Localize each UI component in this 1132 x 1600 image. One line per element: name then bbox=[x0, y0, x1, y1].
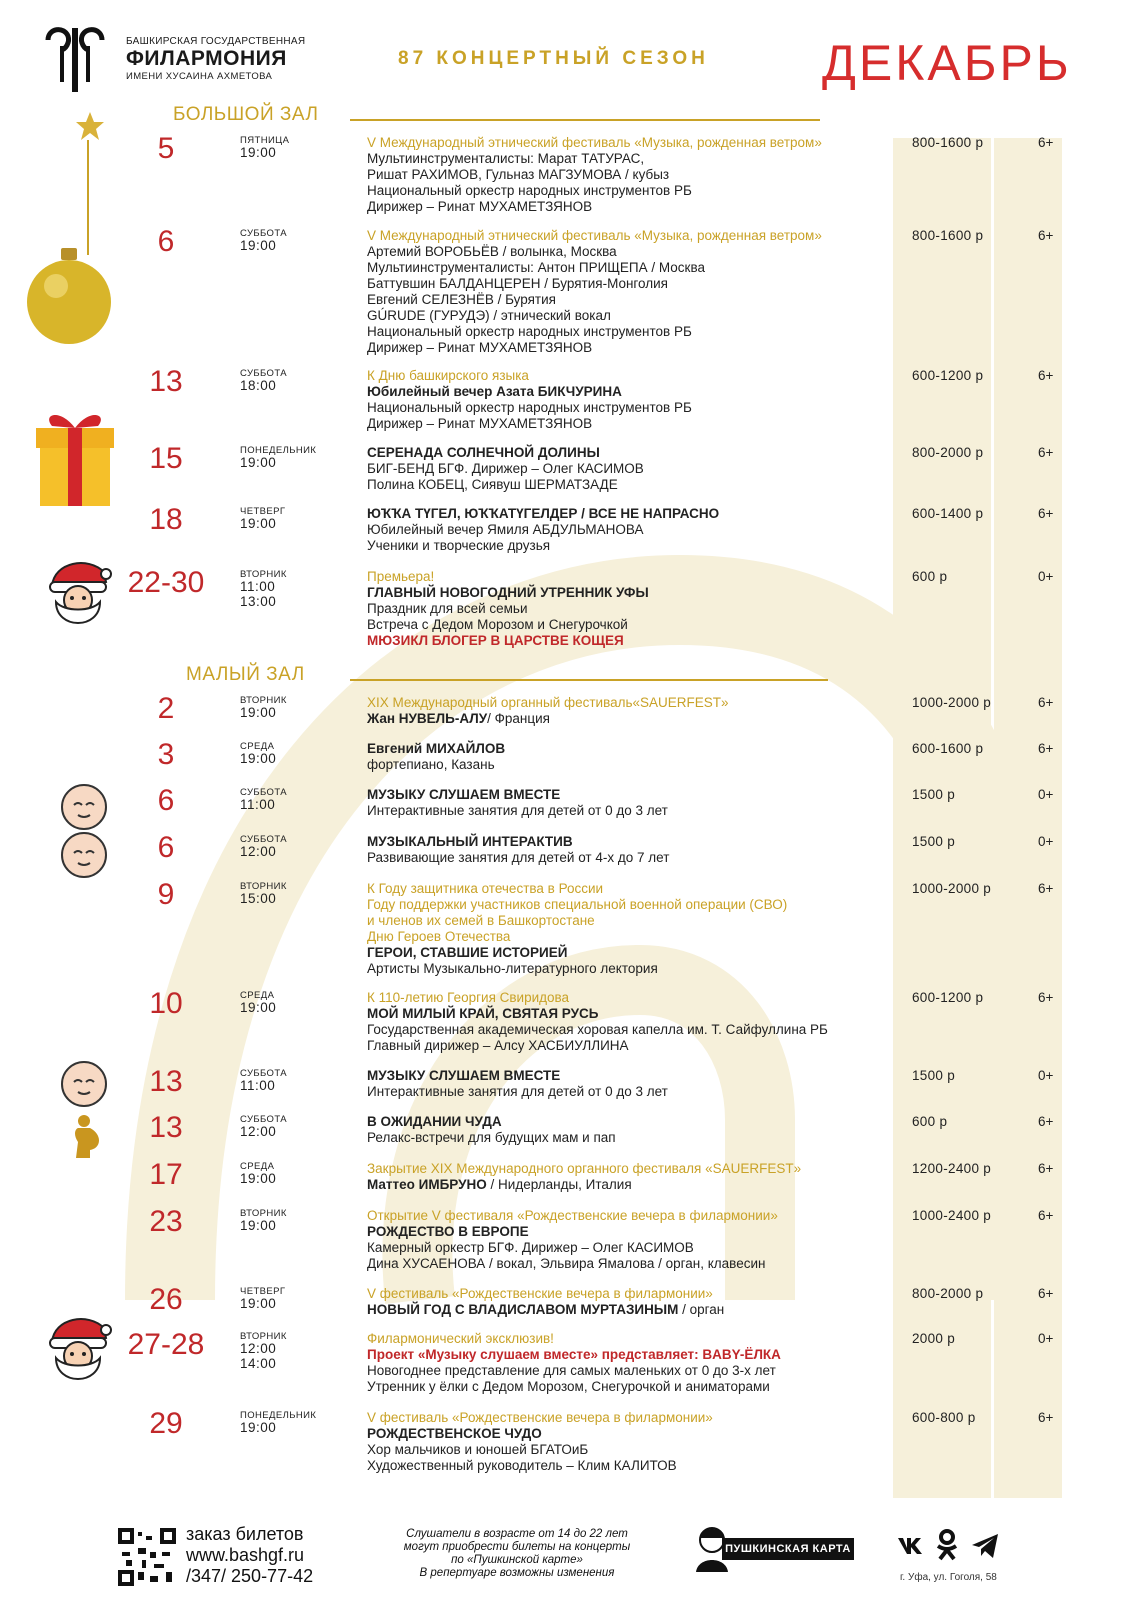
footer bbox=[0, 1510, 1132, 1600]
event-times bbox=[240, 516, 276, 531]
event-price: 800-1600 р bbox=[912, 135, 984, 150]
event-title: ГЛАВНЫЙ НОВОГОДНИЙ УТРЕННИК УФЫ bbox=[367, 585, 649, 600]
event-date: 13 bbox=[149, 365, 183, 398]
event-line: Государственная академическая хоровая капелла им. Т. Сайфуллина РБ bbox=[367, 1022, 828, 1037]
event-date: 18 bbox=[149, 503, 183, 536]
event-time: 11:00 bbox=[240, 1078, 276, 1093]
event-line: Юбилейный вечер Ямиля АБДУЛЬМАНОВА bbox=[367, 522, 644, 537]
ornament-string-icon bbox=[86, 140, 90, 255]
event-line: Дирижер – Ринат МУХАМЕТЗЯНОВ bbox=[367, 199, 593, 214]
event-times bbox=[240, 1218, 276, 1233]
event-description bbox=[367, 1208, 887, 1272]
logo-text bbox=[126, 36, 326, 82]
event-price: 600 р bbox=[912, 569, 948, 584]
event-subtitle: К Году защитника отечества в России bbox=[367, 881, 604, 896]
event-weekday: СРЕДА bbox=[240, 990, 275, 1001]
small-hall-divider bbox=[350, 679, 828, 681]
event-weekday: ЧЕТВЕРГ bbox=[240, 1286, 286, 1297]
event-description bbox=[367, 881, 887, 977]
event-time: 12:00 bbox=[240, 844, 277, 859]
event-age-rating: 6+ bbox=[1038, 506, 1054, 521]
event-date: 6 bbox=[157, 225, 175, 258]
event-weekday: СУББОТА bbox=[240, 1114, 287, 1125]
event-times bbox=[240, 238, 276, 253]
event-times bbox=[240, 1078, 275, 1093]
event-weekday: СУББОТА bbox=[240, 1068, 287, 1079]
event-line: Главный дирижер – Алсу ХАСБИУЛЛИНА bbox=[367, 1038, 629, 1053]
event-line-rest: / Франция bbox=[487, 711, 550, 726]
baby-face-icon bbox=[60, 831, 108, 879]
event-price: 1000-2400 р bbox=[912, 1208, 992, 1223]
event-description bbox=[367, 506, 887, 554]
event-line: Дина ХУСАЕНОВА / вокал, Эльвира Ямалова / орган, клавесин bbox=[367, 1256, 766, 1271]
event-line: Хор мальчиков и юношей БГАТОиБ bbox=[367, 1442, 589, 1457]
event-price: 600-800 р bbox=[912, 1410, 976, 1425]
event-description bbox=[367, 569, 887, 649]
event-times bbox=[240, 1296, 276, 1311]
event-description bbox=[367, 1114, 887, 1146]
event-line: Национальный оркестр народных инструментов РБ bbox=[367, 400, 692, 415]
event-age-rating: 6+ bbox=[1038, 445, 1054, 460]
event-price: 1500 р bbox=[912, 1068, 956, 1083]
santa-face-icon bbox=[44, 556, 112, 632]
event-subtitle: К 110-летию Георгия Свиридова bbox=[367, 990, 570, 1005]
event-subtitle: Премьера! bbox=[367, 569, 435, 584]
note-line-4: В репертуаре возможны изменения bbox=[419, 1567, 615, 1579]
star-icon bbox=[74, 110, 106, 142]
event-age-rating: 0+ bbox=[1038, 1068, 1054, 1083]
event-title: РОЖДЕСТВО В ЕВРОПЕ bbox=[367, 1224, 529, 1239]
event-line: Развивающие занятия для детей от 4-х до 7 лет bbox=[367, 850, 670, 865]
event-times bbox=[240, 844, 276, 859]
event-age-rating: 6+ bbox=[1038, 695, 1054, 710]
event-title: МЮЗИКЛ БЛОГЕР В ЦАРСТВЕ КОЩЕЯ bbox=[367, 633, 624, 648]
event-subtitle: Закрытие XIX Международного органного фестиваля «SAUERFEST» bbox=[367, 1161, 802, 1176]
event-subtitle: Открытие V фестиваля «Рождественские вечера в филармонии» bbox=[367, 1208, 778, 1223]
event-weekday: ВТОРНИК bbox=[240, 695, 287, 706]
event-weekday: СУББОТА bbox=[240, 787, 287, 798]
event-price: 600-1200 р bbox=[912, 990, 984, 1005]
event-subtitle: Дню Героев Отечества bbox=[367, 929, 511, 944]
event-line: Мультиинструменталисты: Марат ТАТУРАС, bbox=[367, 151, 645, 166]
event-date: 9 bbox=[157, 878, 175, 911]
event-age-rating: 6+ bbox=[1038, 228, 1054, 243]
event-price: 800-2000 р bbox=[912, 445, 984, 460]
event-line bbox=[367, 1302, 887, 1318]
event-age-rating: 0+ bbox=[1038, 1331, 1054, 1346]
event-times bbox=[240, 705, 276, 720]
event-description bbox=[367, 834, 887, 866]
event-subtitle: XIX Международный органный фестиваль«SAUERFEST» bbox=[367, 695, 729, 710]
event-line: Релакс-встречи для будущих мам и пап bbox=[367, 1130, 616, 1145]
phone-number[interactable]: /347/ 250-77-42 bbox=[186, 1566, 314, 1586]
pregnant-woman-icon bbox=[68, 1114, 104, 1160]
event-times bbox=[240, 751, 276, 766]
event-age-rating: 6+ bbox=[1038, 368, 1054, 383]
event-line: Артисты Музыкально-литературного лектория bbox=[367, 961, 658, 976]
event-price: 1000-2000 р bbox=[912, 881, 992, 896]
event-date: 13 bbox=[149, 1065, 183, 1098]
event-description bbox=[367, 1331, 887, 1395]
event-description bbox=[367, 787, 887, 819]
event-line: Евгений СЕЛЕЗНЁВ / Бурятия bbox=[367, 292, 556, 307]
event-date: 5 bbox=[157, 132, 175, 165]
ticket-order-label: заказ билетов bbox=[186, 1524, 304, 1544]
event-date: 29 bbox=[149, 1407, 183, 1440]
event-age-rating: 0+ bbox=[1038, 569, 1054, 584]
event-time: 18:00 bbox=[240, 378, 277, 393]
event-weekday: ПЯТНИЦА bbox=[240, 135, 290, 146]
small-hall-heading: МАЛЫЙ ЗАЛ bbox=[186, 664, 305, 685]
event-line: Новогоднее представление для самых маленьких от 0 до 3-х лет bbox=[367, 1363, 776, 1378]
event-time: 13:00 bbox=[240, 594, 277, 609]
event-times bbox=[240, 797, 275, 812]
santa-face-icon bbox=[44, 1312, 112, 1388]
event-time: 19:00 bbox=[240, 1171, 277, 1186]
event-date: 3 bbox=[157, 738, 175, 771]
event-times bbox=[240, 1341, 276, 1371]
event-date: 6 bbox=[157, 784, 175, 817]
event-subtitle: Году поддержки участников специальной военной операции (СВО) bbox=[367, 897, 788, 912]
event-times bbox=[240, 1124, 276, 1139]
event-weekday: ВТОРНИК bbox=[240, 1331, 287, 1342]
event-line: Ученики и творческие друзья bbox=[367, 538, 551, 553]
event-price: 1200-2400 р bbox=[912, 1161, 992, 1176]
event-times bbox=[240, 455, 276, 470]
event-line: Артемий ВОРОБЬЁВ / волынка, Москва bbox=[367, 244, 617, 259]
event-line: Национальный оркестр народных инструментов РБ bbox=[367, 324, 692, 339]
event-time: 19:00 bbox=[240, 1420, 277, 1435]
event-date: 10 bbox=[149, 987, 183, 1020]
event-date: 6 bbox=[157, 831, 175, 864]
event-description bbox=[367, 1410, 887, 1474]
event-line bbox=[367, 711, 887, 727]
event-time: 12:00 bbox=[240, 1341, 277, 1356]
event-weekday: ПОНЕДЕЛЬНИК bbox=[240, 445, 317, 456]
event-line: Мультиинструменталисты: Антон ПРИЩЕПА / Москва bbox=[367, 260, 705, 275]
event-weekday: СРЕДА bbox=[240, 741, 275, 752]
event-title: РОЖДЕСТВЕНСКОЕ ЧУДО bbox=[367, 1426, 542, 1441]
event-line-bold-part: НОВЫЙ ГОД С ВЛАДИСЛАВОМ МУРТАЗИНЫМ bbox=[367, 1302, 679, 1317]
event-title: Юбилейный вечер Азата БИКЧУРИНА bbox=[367, 384, 622, 399]
event-times bbox=[240, 1171, 276, 1186]
event-time: 12:00 bbox=[240, 1124, 277, 1139]
ticket-order-block bbox=[186, 1524, 313, 1587]
event-time: 19:00 bbox=[240, 145, 277, 160]
event-line: Ришат РАХИМОВ, Гульназ МАГЗУМОВА / кубыз bbox=[367, 167, 670, 182]
event-price: 600 р bbox=[912, 1114, 948, 1129]
event-price: 1000-2000 р bbox=[912, 695, 992, 710]
event-age-rating: 0+ bbox=[1038, 787, 1054, 802]
event-time: 19:00 bbox=[240, 705, 277, 720]
note-line-3: по «Пушкинской карте» bbox=[451, 1554, 583, 1566]
event-date: 15 bbox=[149, 442, 183, 475]
event-price: 600-1600 р bbox=[912, 741, 984, 756]
odnoklassniki-icon[interactable] bbox=[934, 1528, 960, 1562]
event-weekday: ВТОРНИК bbox=[240, 1208, 287, 1219]
logo-line-2: ФИЛАРМОНИЯ bbox=[126, 47, 287, 70]
christmas-ball-icon bbox=[24, 246, 114, 346]
event-age-rating: 6+ bbox=[1038, 881, 1054, 896]
event-title: МУЗЫКУ СЛУШАЕМ ВМЕСТЕ bbox=[367, 1068, 561, 1083]
event-line-rest: / Нидерланды, Италия bbox=[486, 1177, 632, 1192]
event-description bbox=[367, 1161, 887, 1193]
event-price: 800-2000 р bbox=[912, 1286, 984, 1301]
event-age-rating: 6+ bbox=[1038, 1161, 1054, 1176]
philharmonic-logo-icon bbox=[40, 22, 110, 94]
note-line-1: Слушатели в возрасте от 14 до 22 лет bbox=[406, 1528, 628, 1540]
event-time: 19:00 bbox=[240, 751, 277, 766]
event-times bbox=[240, 1420, 276, 1435]
event-date: 2 bbox=[157, 692, 175, 725]
event-weekday: ВТОРНИК bbox=[240, 569, 287, 580]
event-time: 11:00 bbox=[240, 797, 276, 812]
event-date: 13 bbox=[149, 1111, 183, 1144]
event-line-bold-part: Маттео ИМБРУНО bbox=[367, 1177, 487, 1192]
event-times bbox=[240, 579, 276, 609]
event-title: МУЗЫКАЛЬНЫЙ ИНТЕРАКТИВ bbox=[367, 834, 573, 849]
event-times bbox=[240, 1000, 276, 1015]
logo-line-3: ИМЕНИ ХУСАИНА АХМЕТОВА bbox=[126, 71, 273, 82]
event-line: Баттувшин БАЛДАНЦЕРЕН / Бурятия-Монголия bbox=[367, 276, 668, 291]
event-age-rating: 6+ bbox=[1038, 135, 1054, 150]
month-title: ДЕКАБРЬ bbox=[822, 35, 1072, 91]
event-subtitle: V Международный этнический фестиваль «Музыка, рожденная ветром» bbox=[367, 135, 822, 150]
event-time: 19:00 bbox=[240, 516, 277, 531]
event-age-rating: 0+ bbox=[1038, 834, 1054, 849]
event-age-rating: 6+ bbox=[1038, 1208, 1054, 1223]
event-time: 19:00 bbox=[240, 1218, 277, 1233]
big-hall-divider bbox=[350, 119, 820, 121]
event-subtitle: и членов их семей в Башкортостане bbox=[367, 913, 595, 928]
event-date: 22-30 bbox=[127, 566, 205, 599]
event-description bbox=[367, 741, 887, 773]
event-subtitle: К Дню башкирского языка bbox=[367, 368, 529, 383]
event-age-rating: 6+ bbox=[1038, 741, 1054, 756]
event-description bbox=[367, 135, 887, 215]
event-description bbox=[367, 445, 887, 493]
event-weekday: ЧЕТВЕРГ bbox=[240, 506, 286, 517]
event-line: Камерный оркестр БГФ. Дирижер – Олег КАСИМОВ bbox=[367, 1240, 694, 1255]
event-weekday: СРЕДА bbox=[240, 1161, 275, 1172]
event-subtitle: V фестиваль «Рождественские вечера в филармонии» bbox=[367, 1410, 713, 1425]
event-description bbox=[367, 695, 887, 727]
event-time: 15:00 bbox=[240, 891, 277, 906]
event-price: 600-1400 р bbox=[912, 506, 984, 521]
event-line bbox=[367, 1177, 887, 1193]
event-title: ЮҠҠА ТҮГЕЛ, ЮҠҠАТҮГЕЛДЕР / ВСЕ НЕ НАПРАСНО bbox=[367, 506, 720, 521]
event-title: В ОЖИДАНИИ ЧУДА bbox=[367, 1114, 502, 1129]
header bbox=[0, 0, 1132, 100]
event-line: фортепиано, Казань bbox=[367, 757, 495, 772]
pushkin-card-logo bbox=[692, 1524, 862, 1576]
event-price: 1500 р bbox=[912, 787, 956, 802]
event-weekday: ВТОРНИК bbox=[240, 881, 287, 892]
event-line: Национальный оркестр народных инструментов РБ bbox=[367, 183, 692, 198]
social-links bbox=[896, 1528, 1036, 1568]
event-title: МОЙ МИЛЫЙ КРАЙ, СВЯТАЯ РУСЬ bbox=[367, 1006, 599, 1021]
baby-face-icon bbox=[60, 1060, 108, 1108]
event-line: GÚRUDE (ГУРУДЭ) / этнический вокал bbox=[367, 308, 611, 323]
event-time: 19:00 bbox=[240, 455, 277, 470]
event-line: Художественный руководитель – Клим КАЛИТОВ bbox=[367, 1458, 677, 1473]
qr-code-icon[interactable] bbox=[118, 1528, 176, 1586]
event-times bbox=[240, 145, 276, 160]
event-time: 19:00 bbox=[240, 238, 277, 253]
event-title: МУЗЫКУ СЛУШАЕМ ВМЕСТЕ bbox=[367, 787, 561, 802]
event-line: Встреча с Дедом Морозом и Снегурочкой bbox=[367, 617, 628, 632]
event-weekday: СУББОТА bbox=[240, 834, 287, 845]
event-price: 1500 р bbox=[912, 834, 956, 849]
event-date: 26 bbox=[149, 1283, 183, 1316]
event-subtitle: V фестиваль «Рождественские вечера в филармонии» bbox=[367, 1286, 713, 1301]
event-line-bold-part: Жан НУВЕЛЬ-АЛУ bbox=[367, 711, 488, 726]
event-times bbox=[240, 891, 276, 906]
event-title: ГЕРОИ, СТАВШИЕ ИСТОРИЕЙ bbox=[367, 945, 568, 960]
event-age-rating: 6+ bbox=[1038, 1114, 1054, 1129]
event-subtitle: V Международный этнический фестиваль «Музыка, рожденная ветром» bbox=[367, 228, 822, 243]
event-line: Дирижер – Ринат МУХАМЕТЗЯНОВ bbox=[367, 340, 593, 355]
event-time: 11:00 bbox=[240, 579, 276, 594]
event-description bbox=[367, 990, 887, 1054]
event-age-rating: 6+ bbox=[1038, 1286, 1054, 1301]
big-hall-heading: БОЛЬШОЙ ЗАЛ bbox=[173, 104, 319, 125]
event-description bbox=[367, 228, 887, 356]
pushkin-card-note bbox=[372, 1528, 662, 1580]
event-age-rating: 6+ bbox=[1038, 1410, 1054, 1425]
event-line-rest: / орган bbox=[678, 1302, 725, 1317]
event-weekday: СУББОТА bbox=[240, 228, 287, 239]
event-time: 19:00 bbox=[240, 1000, 277, 1015]
event-title: Евгений МИХАЙЛОВ bbox=[367, 741, 506, 756]
event-date: 23 bbox=[149, 1205, 183, 1238]
event-description bbox=[367, 1286, 887, 1318]
event-weekday: ПОНЕДЕЛЬНИК bbox=[240, 1410, 317, 1421]
website-link[interactable]: www.bashgf.ru bbox=[186, 1545, 305, 1565]
note-line-2: могут приобрести билеты на концерты bbox=[403, 1541, 631, 1553]
pushkin-card-label: ПУШКИНСКАЯ КАРТА bbox=[722, 1538, 854, 1560]
event-subtitle: Филармонический эксклюзив! bbox=[367, 1331, 554, 1346]
event-price: 800-1600 р bbox=[912, 228, 984, 243]
logo-line-1: БАШКИРСКАЯ ГОСУДАРСТВЕННАЯ bbox=[126, 36, 306, 47]
event-line: Дирижер – Ринат МУХАМЕТЗЯНОВ bbox=[367, 416, 593, 431]
event-age-rating: 6+ bbox=[1038, 990, 1054, 1005]
event-line: БИГ-БЕНД БГФ. Дирижер – Олег КАСИМОВ bbox=[367, 461, 644, 476]
event-line: Интерактивные занятия для детей от 0 до 3 лет bbox=[367, 803, 668, 818]
season-title: 87 КОНЦЕРТНЫЙ СЕЗОН bbox=[398, 48, 709, 69]
event-date: 17 bbox=[149, 1158, 183, 1191]
event-description bbox=[367, 1068, 887, 1100]
event-title: Проект «Музыку слушаем вместе» представляет: BABY-ЁЛКА bbox=[367, 1347, 781, 1362]
event-title: СЕРЕНАДА СОЛНЕЧНОЙ ДОЛИНЫ bbox=[367, 445, 600, 460]
event-price: 2000 р bbox=[912, 1331, 956, 1346]
address: г. Уфа, ул. Гоголя, 58 bbox=[900, 1572, 997, 1583]
event-line: Праздник для всей семьи bbox=[367, 601, 528, 616]
event-line: Интерактивные занятия для детей от 0 до 3 лет bbox=[367, 1084, 668, 1099]
baby-face-icon bbox=[60, 783, 108, 831]
event-time: 14:00 bbox=[240, 1356, 277, 1371]
gift-box-icon bbox=[30, 404, 120, 508]
event-line: Полина КОБЕЦ, Сиявуш ШЕРМАТЗАДЕ bbox=[367, 477, 618, 492]
event-weekday: СУББОТА bbox=[240, 368, 287, 379]
event-date: 27-28 bbox=[127, 1328, 205, 1361]
event-description bbox=[367, 368, 887, 432]
event-line: Утренник у ёлки с Дедом Морозом, Снегурочкой и аниматорами bbox=[367, 1379, 770, 1394]
telegram-icon[interactable] bbox=[970, 1532, 1000, 1560]
event-price: 600-1200 р bbox=[912, 368, 984, 383]
vk-icon[interactable] bbox=[896, 1534, 926, 1558]
event-time: 19:00 bbox=[240, 1296, 277, 1311]
event-times bbox=[240, 378, 276, 393]
